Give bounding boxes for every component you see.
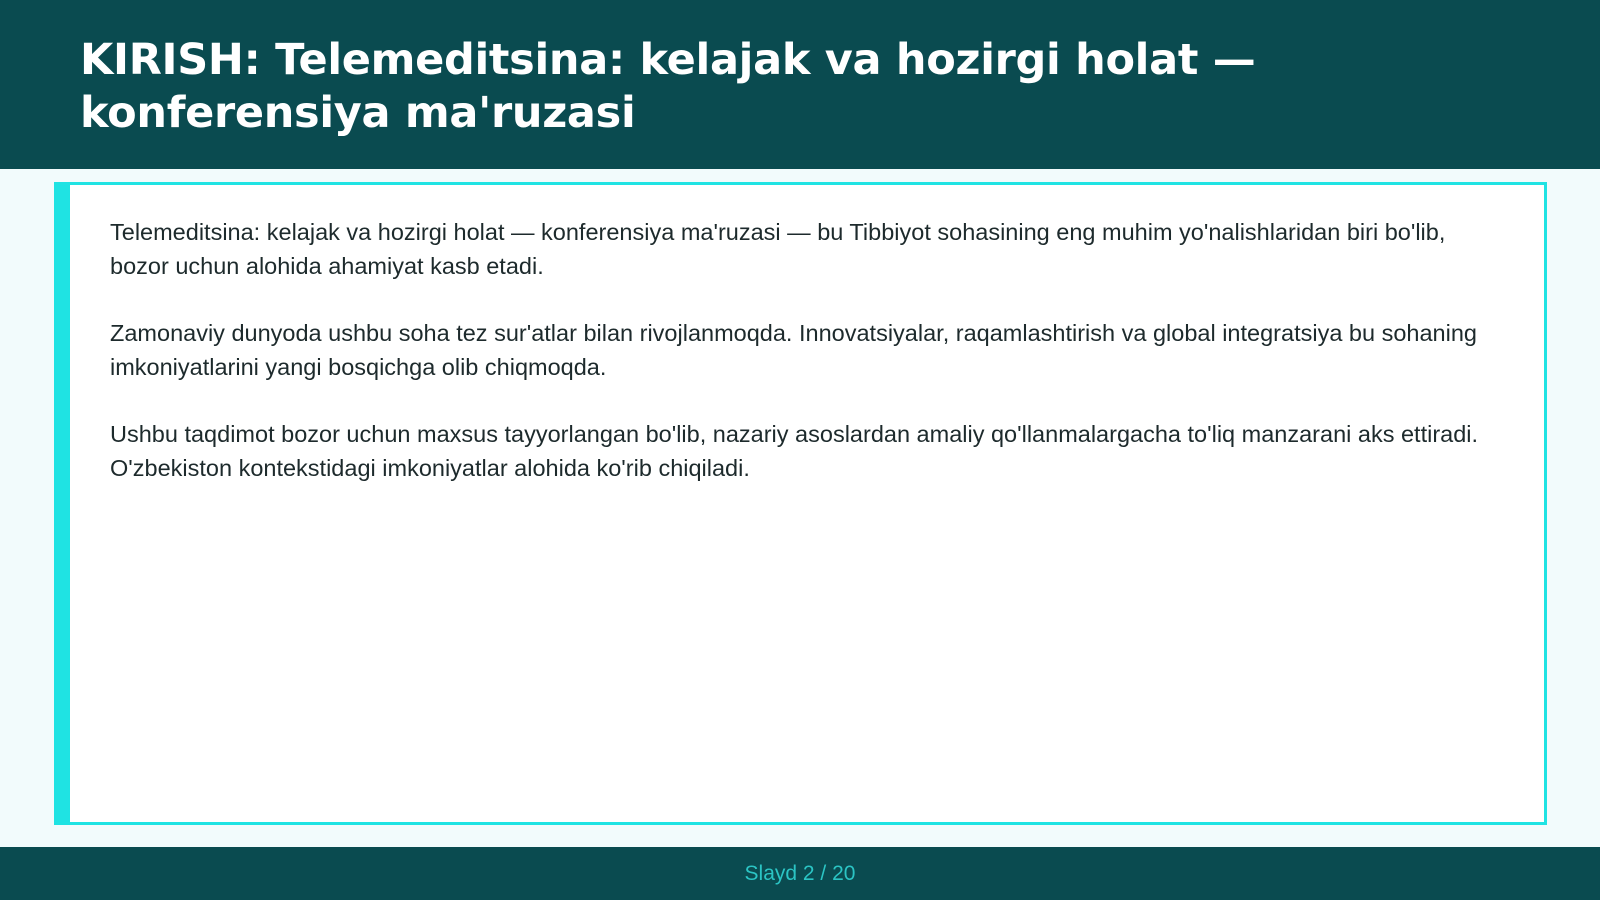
content-card: [54, 182, 1547, 825]
slide-footer: [0, 847, 1600, 900]
paragraph-modern-world: Zamonaviy dunyoda ushbu soha tez sur'atlar bilan rivojlanmoqda. Innovatsiyalar, raqamlashtirish va global integratsiya bu sohaning imkoniyatlarini yangi bosqichga olib chiqmoqda.: [110, 320, 1477, 380]
slide-title: KIRISH: Telemeditsina: kelajak va hozirgi holat — konferensiya ma'ruzasi: [80, 35, 1256, 138]
slide-header: [0, 0, 1600, 169]
slide-counter: Slayd 2 / 20: [744, 861, 856, 885]
paragraph-presentation-scope: Ushbu taqdimot bozor uchun maxsus tayyorlangan bo'lib, nazariy asoslardan amaliy qo'llanmalargacha to'liq manzarani aks ettiradi. O'zbekiston kontekstidagi imkoniyatlar alohida ko'rib chiqiladi.: [110, 421, 1479, 481]
paragraph-intro: Telemeditsina: kelajak va hozirgi holat — konferensiya ma'ruzasi — bu Tibbiyot sohasining eng muhim yo'nalishlaridan biri bo'lib, bozor uchun alohida ahamiyat kasb etadi.: [110, 219, 1446, 279]
